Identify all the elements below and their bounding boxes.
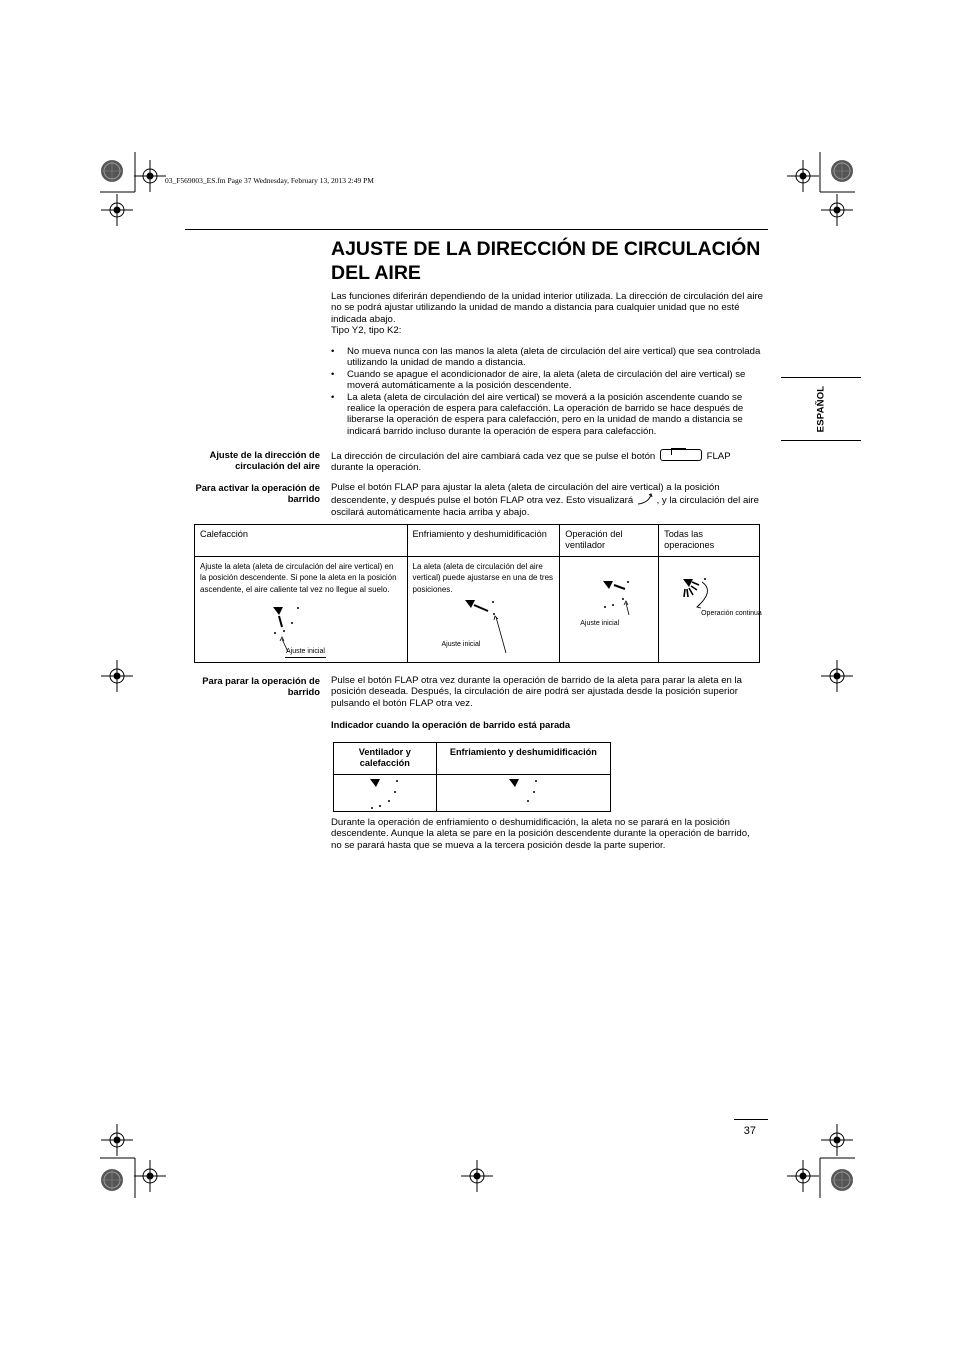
indicator-table <box>333 742 611 812</box>
page-title: AJUSTE DE LA DIRECCIÓN DE CIRCULACIÓN DEL AIRE <box>331 238 761 284</box>
operacion-continua-label: Operación continua <box>701 609 762 617</box>
table-header: Enfriamiento y deshumidificación <box>436 743 610 775</box>
table-cell-calefaccion <box>195 556 408 662</box>
flap-indicator-icon <box>503 777 553 813</box>
page-number: 37 <box>743 1125 756 1137</box>
table-header: Operación del ventilador <box>560 525 659 557</box>
bullet-list <box>331 346 763 437</box>
table-header: Enfriamiento y deshumidificación <box>407 525 560 557</box>
list-item: • No mueva nunca con las manos la aleta (aleta de circulación del aire vertical) que sea controlada utilizando la unidad de mando a distancia. <box>331 346 763 369</box>
swing-table <box>194 524 760 663</box>
ajuste-text-after: FLAP durante la operación. <box>331 451 731 474</box>
table-cell-todas <box>659 556 760 662</box>
intro-type: Tipo Y2, tipo K2: <box>331 325 402 337</box>
table-header: Todas las operaciones <box>659 525 760 557</box>
flap-indicator-icon <box>364 777 414 813</box>
intro-block <box>331 291 763 337</box>
indicator-cell-enfriamiento <box>436 774 610 811</box>
indicator-cell-ventilador <box>334 774 437 811</box>
language-tab <box>781 377 861 441</box>
activar-text-after: , y la circulación del aire oscilará automáticamente hacia arriba y abajo. <box>331 495 759 518</box>
ajuste-inicial-label: Ajuste inicial <box>285 646 326 658</box>
table-header: Calefacción <box>195 525 408 557</box>
indicator-heading: Indicador cuando la operación de barrido está parada <box>331 719 571 730</box>
section-text-parar: Pulse el botón FLAP otra vez durante la operación de barrido de la aleta para parar la aleta en la posición deseada. Después, la circulación de aire podrá ser ajustada desde la posición superior pulsando el botón FLAP otra vez. <box>331 675 743 709</box>
closing-paragraph: Durante la operación de enfriamiento o deshumidificación, la aleta no se parará en la posición descendente. Aunque la aleta se pare en la posición descendente durante la operación de barrido, no se parará hasta que se mueva a la tercera posición desde la parte superior. <box>331 817 750 851</box>
ajuste-inicial-label: Ajuste inicial <box>441 640 481 648</box>
flap-button-icon <box>660 449 702 461</box>
page-number-rule <box>734 1119 768 1120</box>
table-cell-enfriamiento <box>407 556 560 662</box>
section-label-parar: Para parar la operación de barrido <box>202 675 320 698</box>
section-text-ajuste <box>331 449 763 474</box>
section-text-activar <box>331 482 763 518</box>
top-rule <box>185 229 768 230</box>
list-item: • Cuando se apague el acondicionador de aire, la aleta (aleta de circulación del aire vertical) se moverá automáticamente a la posición descendente. <box>331 369 763 392</box>
section-label-activar: Para activar la operación de barrido <box>195 482 320 505</box>
activar-text-before: Pulse el botón FLAP para ajustar la aleta (aleta de circulación del aire vertical) a la posición descendente, y después pulse el botón FLAP otra vez. Esto visualizará <box>331 482 720 507</box>
ajuste-text-before: La dirección de circulación del aire cambiará cada vez que se pulse el botón <box>331 451 656 462</box>
ajuste-inicial-label: Ajuste inicial <box>580 619 620 627</box>
file-header-meta: 03_F569003_ES.fm Page 37 Wednesday, February 13, 2013 2:49 PM <box>165 176 374 185</box>
cell-text: La aleta (aleta de circulación del aire vertical) puede ajustarse en una de tres posiciones. <box>412 561 554 594</box>
cell-text: Ajuste la aleta (aleta de circulación del aire vertical) en la posición descendente. Si pone la aleta en la posición ascendente, el aire caliente tal vez no llegue al suelo. <box>200 561 397 594</box>
table-cell-ventilador <box>560 556 659 662</box>
language-tab-label: ESPAÑOL <box>815 385 827 433</box>
swing-arrow-icon <box>636 493 654 505</box>
list-item: • La aleta (aleta de circulación del aire vertical) se moverá a la posición ascendente cuando se realice la operación de espera para calefacción. La operación de barrido se hace después de liberarse la operación de espera para calefacción, pero en la unidad de mando a distancia se indicará barrido incluso durante la operación de espera para calefacción. <box>331 392 763 438</box>
table-header: Ventilador y calefacción <box>334 743 437 775</box>
section-label-ajuste: Ajuste de la dirección de circulación del aire <box>209 449 320 472</box>
intro-paragraph: Las funciones diferirán dependiendo de la unidad interior utilizada. La dirección de circulación del aire no se podrá ajustar utilizando la unidad de mando a distancia para cualquier unidad que no esté indicada abajo. <box>331 291 763 325</box>
